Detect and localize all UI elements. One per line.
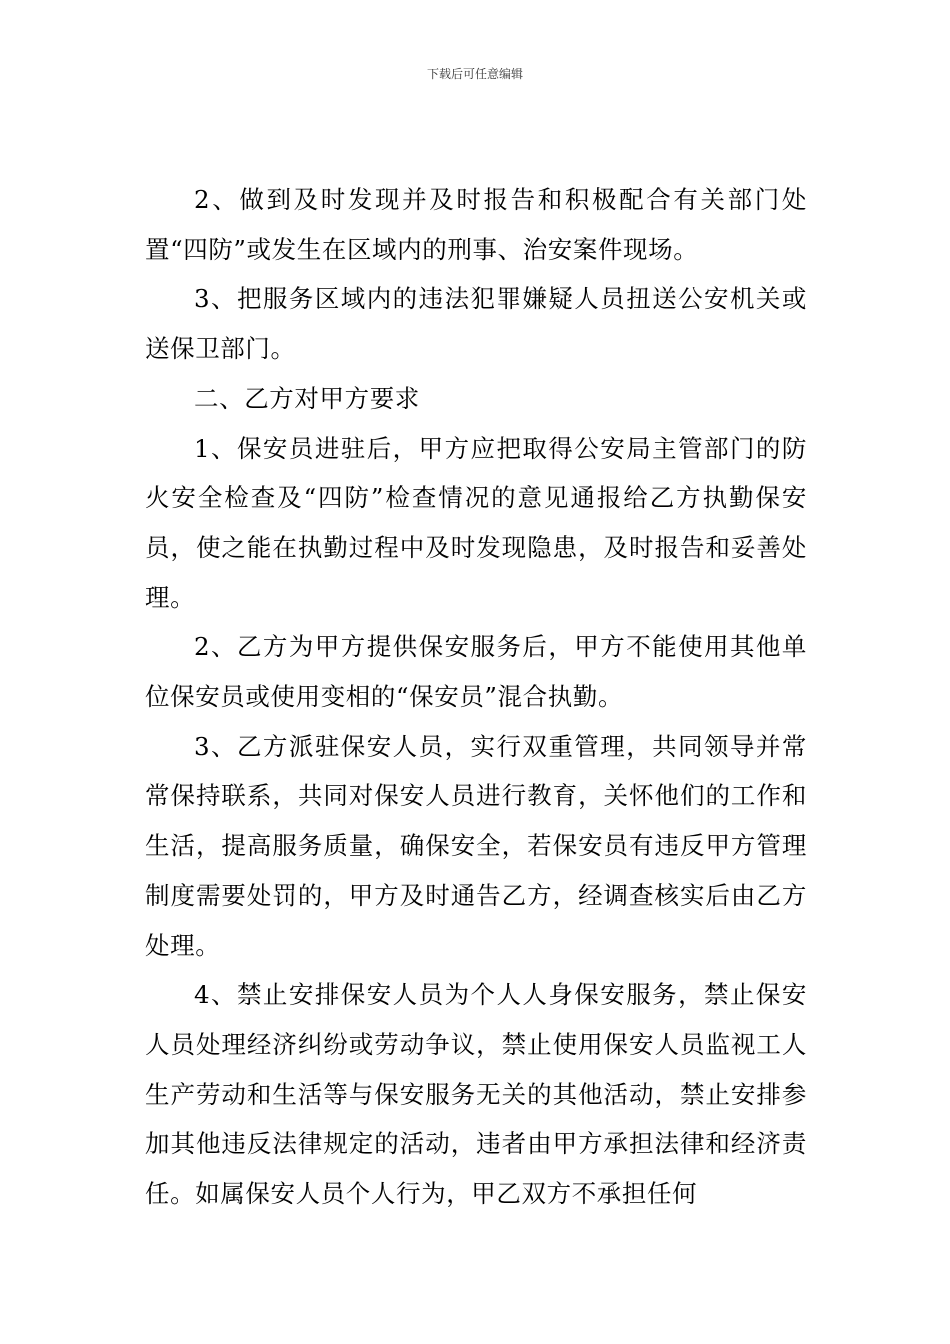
section-heading: 二、乙方对甲方要求 [194, 383, 420, 413]
paragraph-item-3-management: 3、乙方派驻保安人员，实行双重管理，共同领导并常常保持联系，共同对保安人员进行教育，关怀他们的工作和生活，提高服务质量，确保安全，若保安员有违反甲方管理制度需要处罚的，甲方及时通告乙方，经调查核实后由乙方处理。 [145, 731, 807, 960]
document-body [145, 175, 807, 1219]
paragraph-item-3-escort: 3、把服务区域内的违法犯罪嫌疑人员扭送公安机关或送保卫部门。 [145, 284, 807, 364]
paragraph-item-4-prohibitions: 4、禁止安排保安人员为个人人身保安服务，禁止保安人员处理经济纠纷或劳动争议，禁止使用保安人员监视工人生产劳动和生活等与保安服务无关的其他活动，禁止安排参加其他违反法律规定的活动，违者由甲方承担法律和经济责任。如属保安人员个人行为，甲乙双方不承担任何 [145, 980, 807, 1209]
page-header: 下载后可任意编辑 [426, 67, 523, 81]
paragraph-item-1-inspection: 1、保安员进驻后，甲方应把取得公安局主管部门的防火安全检查及“四防”检查情况的意见通报给乙方执勤保安员，使之能在执勤过程中及时发现隐患，及时报告和妥善处理。 [145, 433, 807, 612]
paragraph-item-2-service: 2、乙方为甲方提供保安服务后，甲方不能使用其他单位保安员或使用变相的“保安员”混合执勤。 [145, 632, 807, 712]
paragraph-item-2-report: 2、做到及时发现并及时报告和积极配合有关部门处置“四防”或发生在区域内的刑事、治安案件现场。 [145, 185, 807, 264]
